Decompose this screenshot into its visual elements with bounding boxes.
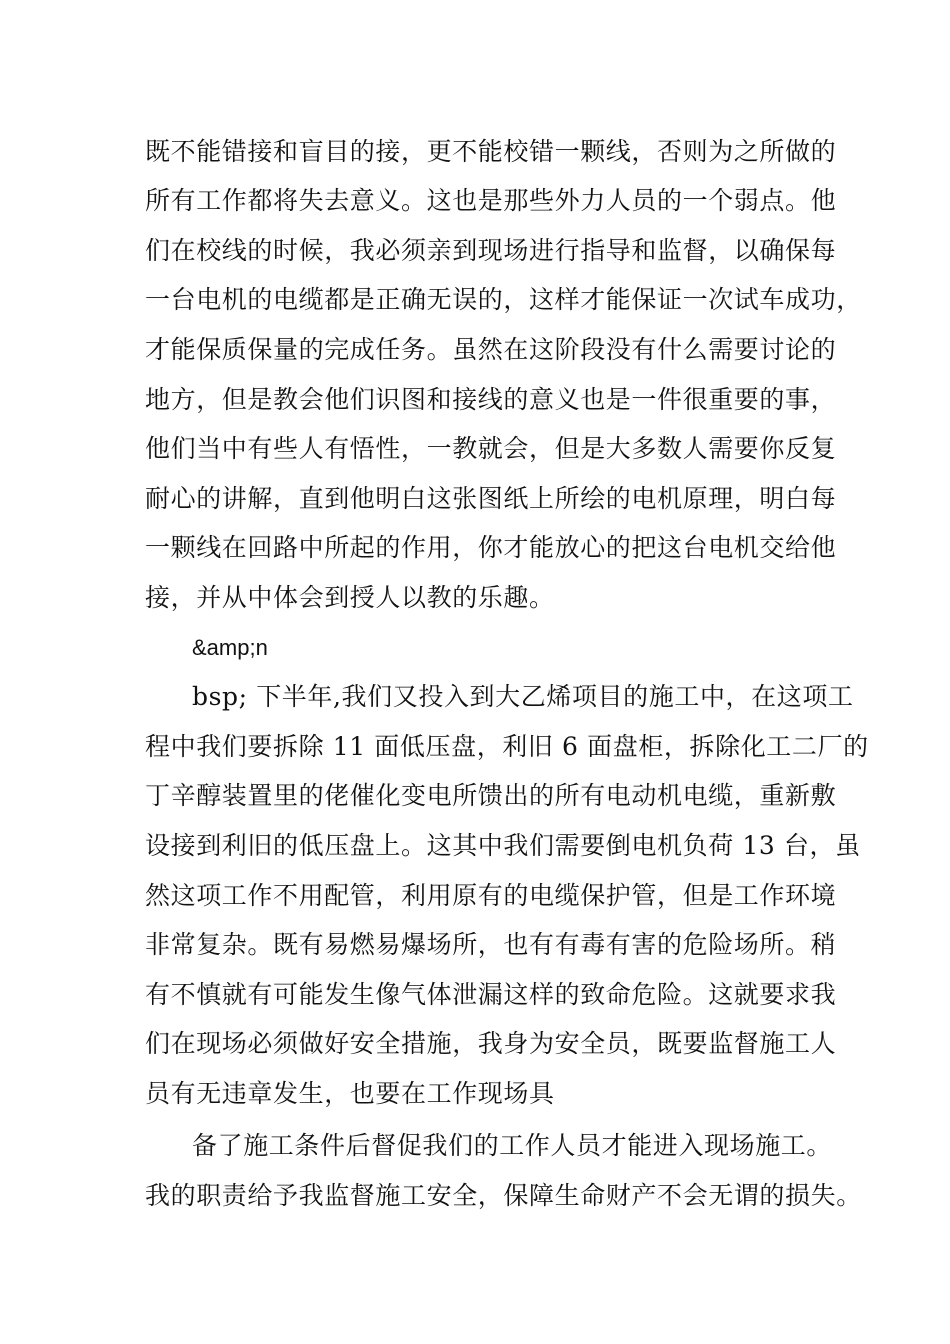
body-text-line: 所有工作都将失去意义。这也是那些外力人员的一个弱点。他 <box>145 186 837 215</box>
body-text-line: 才能保质保量的完成任务。虽然在这阶段没有什么需要讨论的 <box>145 335 837 364</box>
body-text-line: bsp; 下半年,我们又投入到大乙烯项目的施工中，在这项工 <box>192 682 854 711</box>
body-text-line: 非常复杂。既有易燃易爆场所，也有有毒有害的危险场所。稍 <box>145 930 837 959</box>
body-text-line: 地方，但是教会他们识图和接线的意义也是一件很重要的事， <box>145 385 837 414</box>
body-text-line: 然这项工作不用配管，利用原有的电缆保护管，但是工作环境 <box>145 881 837 910</box>
body-text-line: 他们当中有些人有悟性，一教就会，但是大多数人需要你反复 <box>145 434 837 463</box>
body-text-line: 一台电机的电缆都是正确无误的，这样才能保证一次试车成功， <box>145 285 862 314</box>
body-text-line: 丁辛醇装置里的佬催化变电所馈出的所有电动机电缆，重新敷 <box>145 781 837 810</box>
body-text-line: 们在现场必须做好安全措施，我身为安全员，既要监督施工人 <box>145 1029 837 1058</box>
body-text-line: 设接到利旧的低压盘上。这其中我们需要倒电机负荷 13 台，虽 <box>145 831 861 860</box>
body-text-line: 耐心的讲解，直到他明白这张图纸上所绘的电机原理，明白每 <box>145 484 837 513</box>
body-text-line: 有不慎就有可能发生像气体泄漏这样的致命危险。这就要求我 <box>145 980 837 1009</box>
body-text-line: 既不能错接和盲目的接，更不能校错一颗线，否则为之所做的 <box>145 137 837 166</box>
body-text-line: 一颗线在回路中所起的作用，你才能放心的把这台电机交给他 <box>145 533 837 562</box>
body-text-line: 接，并从中体会到授人以教的乐趣。 <box>145 583 555 612</box>
body-text-line: 员有无违章发生，也要在工作现场具 <box>145 1079 555 1108</box>
body-text-line: 程中我们要拆除 11 面低压盘，利旧 6 面盘柜，拆除化工二厂的 <box>145 732 869 761</box>
body-text-line: 们在校线的时候，我必须亲到现场进行指导和监督，以确保每 <box>145 236 837 265</box>
body-text-line: 我的职责给予我监督施工安全，保障生命财产不会无谓的损失。 <box>145 1181 862 1210</box>
body-text-line: 备了施工条件后督促我们的工作人员才能进入现场施工。 <box>192 1131 833 1160</box>
body-text-line: &amp;n <box>192 635 268 660</box>
